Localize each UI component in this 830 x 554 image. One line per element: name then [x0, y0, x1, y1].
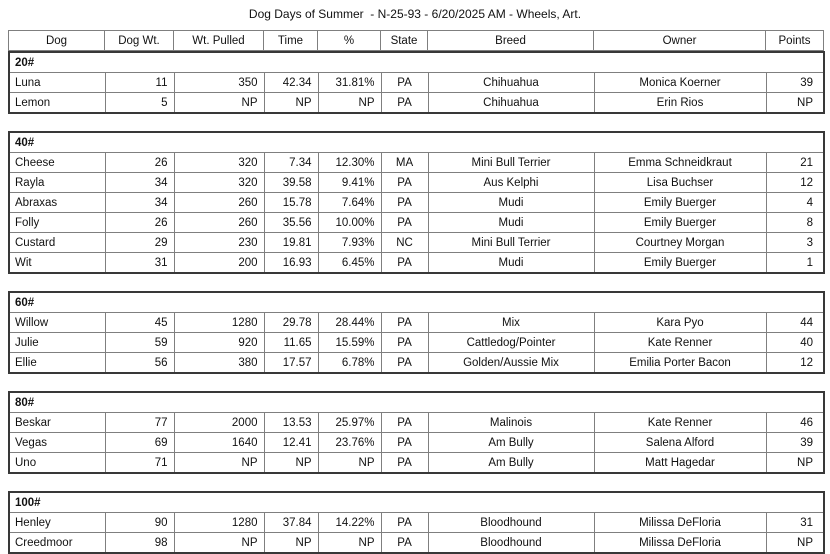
- cell-time: 11.65: [264, 333, 318, 353]
- cell-dog: Lemon: [9, 93, 105, 114]
- table-row: [9, 533, 824, 554]
- cell-wt-pulled: 380: [174, 353, 264, 374]
- cell-percent: 12.30%: [318, 153, 381, 173]
- cell-points: 39: [766, 73, 824, 93]
- cell-wt-pulled: 1280: [174, 513, 264, 533]
- cell-percent: 25.97%: [318, 413, 381, 433]
- cell-breed: Bloodhound: [428, 513, 594, 533]
- cell-points: 12: [766, 353, 824, 374]
- column-header-owner: Owner: [594, 31, 766, 51]
- cell-state: MA: [381, 153, 428, 173]
- cell-time: 17.57: [264, 353, 318, 374]
- cell-state: PA: [381, 213, 428, 233]
- cell-wt-pulled: 260: [174, 193, 264, 213]
- cell-points: 40: [766, 333, 824, 353]
- cell-breed: Aus Kelphi: [428, 173, 594, 193]
- cell-dog: Luna: [9, 73, 105, 93]
- column-header-row-inner: [9, 31, 824, 51]
- cell-time: 15.78: [264, 193, 318, 213]
- cell-state: PA: [381, 173, 428, 193]
- table-row: [9, 333, 824, 353]
- weight-class-label: 40#: [9, 132, 824, 153]
- cell-state: PA: [381, 453, 428, 474]
- table-row: [9, 433, 824, 453]
- cell-percent: 9.41%: [318, 173, 381, 193]
- weight-class-header-row: [9, 292, 824, 313]
- cell-owner: Emma Schneidkraut: [594, 153, 766, 173]
- cell-points: 3: [766, 233, 824, 253]
- cell-dog: Cheese: [9, 153, 105, 173]
- cell-dog-wt: 90: [105, 513, 174, 533]
- cell-wt-pulled: 260: [174, 213, 264, 233]
- cell-owner: Milissa DeFloria: [594, 533, 766, 554]
- cell-state: NC: [381, 233, 428, 253]
- cell-dog: Custard: [9, 233, 105, 253]
- cell-owner: Kate Renner: [594, 333, 766, 353]
- cell-breed: Chihuahua: [428, 93, 594, 114]
- table-row: [9, 93, 824, 114]
- cell-time: 7.34: [264, 153, 318, 173]
- cell-dog: Wit: [9, 253, 105, 274]
- cell-breed: Malinois: [428, 413, 594, 433]
- cell-wt-pulled: 230: [174, 233, 264, 253]
- cell-percent: NP: [318, 533, 381, 554]
- cell-state: PA: [381, 253, 428, 274]
- cell-dog: Creedmoor: [9, 533, 105, 554]
- cell-points: 44: [766, 313, 824, 333]
- cell-owner: Courtney Morgan: [594, 233, 766, 253]
- table-row: [9, 73, 824, 93]
- column-header-state: State: [381, 31, 428, 51]
- cell-time: NP: [264, 533, 318, 554]
- table-row: [9, 213, 824, 233]
- cell-points: NP: [766, 533, 824, 554]
- table-row: [9, 413, 824, 433]
- table-row: [9, 513, 824, 533]
- weight-class-label: 80#: [9, 392, 824, 413]
- cell-wt-pulled: 920: [174, 333, 264, 353]
- cell-points: 46: [766, 413, 824, 433]
- cell-time: 42.34: [264, 73, 318, 93]
- column-header-dog-wt: Dog Wt.: [105, 31, 174, 51]
- cell-points: 8: [766, 213, 824, 233]
- cell-percent: 10.00%: [318, 213, 381, 233]
- cell-dog-wt: 56: [105, 353, 174, 374]
- cell-time: 16.93: [264, 253, 318, 274]
- cell-breed: Golden/Aussie Mix: [428, 353, 594, 374]
- cell-dog-wt: 26: [105, 213, 174, 233]
- cell-breed: Mudi: [428, 213, 594, 233]
- cell-points: 21: [766, 153, 824, 173]
- table-row: [9, 173, 824, 193]
- cell-dog: Vegas: [9, 433, 105, 453]
- cell-state: PA: [381, 433, 428, 453]
- cell-dog-wt: 59: [105, 333, 174, 353]
- cell-dog-wt: 29: [105, 233, 174, 253]
- cell-percent: 7.93%: [318, 233, 381, 253]
- cell-state: PA: [381, 313, 428, 333]
- table-row: [9, 453, 824, 474]
- cell-time: NP: [264, 453, 318, 474]
- table-row: [9, 193, 824, 213]
- cell-wt-pulled: 350: [174, 73, 264, 93]
- cell-state: PA: [381, 513, 428, 533]
- cell-points: 12: [766, 173, 824, 193]
- cell-wt-pulled: 320: [174, 173, 264, 193]
- weight-class-header-row: [9, 492, 824, 513]
- cell-time: 13.53: [264, 413, 318, 433]
- cell-dog-wt: 71: [105, 453, 174, 474]
- cell-dog-wt: 69: [105, 433, 174, 453]
- cell-dog: Henley: [9, 513, 105, 533]
- cell-state: PA: [381, 333, 428, 353]
- cell-wt-pulled: 1280: [174, 313, 264, 333]
- column-header-wt-pulled: Wt. Pulled: [174, 31, 264, 51]
- cell-time: 35.56: [264, 213, 318, 233]
- weight-class-header-row: [9, 132, 824, 153]
- table-row: [9, 233, 824, 253]
- column-header-percent: %: [318, 31, 381, 51]
- cell-percent: 7.64%: [318, 193, 381, 213]
- cell-dog-wt: 11: [105, 73, 174, 93]
- cell-owner: Emily Buerger: [594, 213, 766, 233]
- cell-breed: Mini Bull Terrier: [428, 233, 594, 253]
- cell-dog-wt: 77: [105, 413, 174, 433]
- cell-percent: 6.45%: [318, 253, 381, 274]
- weight-class-header-row: [9, 52, 824, 73]
- cell-state: PA: [381, 353, 428, 374]
- cell-state: PA: [381, 533, 428, 554]
- cell-breed: Mix: [428, 313, 594, 333]
- weight-class-section-40: [8, 131, 825, 274]
- cell-owner: Kate Renner: [594, 413, 766, 433]
- cell-points: 39: [766, 433, 824, 453]
- weight-class-label: 60#: [9, 292, 824, 313]
- table-row: [9, 153, 824, 173]
- column-header-dog: Dog: [9, 31, 105, 51]
- weight-class-sections: [0, 51, 830, 554]
- weight-class-section-100: [8, 491, 825, 554]
- cell-dog-wt: 5: [105, 93, 174, 114]
- report-title: Dog Days of Summer - N-25-93 - 6/20/2025 AM - Wheels, Art.: [248, 7, 582, 21]
- cell-dog: Uno: [9, 453, 105, 474]
- cell-wt-pulled: 200: [174, 253, 264, 274]
- cell-dog-wt: 34: [105, 173, 174, 193]
- cell-state: PA: [381, 413, 428, 433]
- table-row: [9, 313, 824, 333]
- cell-dog: Beskar: [9, 413, 105, 433]
- cell-wt-pulled: NP: [174, 93, 264, 114]
- cell-owner: Salena Alford: [594, 433, 766, 453]
- weight-class-label: 100#: [9, 492, 824, 513]
- cell-time: 37.84: [264, 513, 318, 533]
- cell-dog: Folly: [9, 213, 105, 233]
- cell-breed: Cattledog/Pointer: [428, 333, 594, 353]
- weight-class-section-60: [8, 291, 825, 374]
- cell-points: 1: [766, 253, 824, 274]
- cell-owner: Matt Hagedar: [594, 453, 766, 474]
- cell-dog-wt: 26: [105, 153, 174, 173]
- cell-owner: Emilia Porter Bacon: [594, 353, 766, 374]
- cell-breed: Mudi: [428, 253, 594, 274]
- cell-breed: Am Bully: [428, 433, 594, 453]
- cell-time: 12.41: [264, 433, 318, 453]
- weight-class-label: 20#: [9, 52, 824, 73]
- cell-dog: Abraxas: [9, 193, 105, 213]
- cell-state: PA: [381, 193, 428, 213]
- column-header-time: Time: [264, 31, 318, 51]
- cell-owner: Milissa DeFloria: [594, 513, 766, 533]
- cell-time: 39.58: [264, 173, 318, 193]
- cell-breed: Mudi: [428, 193, 594, 213]
- cell-wt-pulled: 320: [174, 153, 264, 173]
- cell-percent: 6.78%: [318, 353, 381, 374]
- cell-wt-pulled: NP: [174, 453, 264, 474]
- cell-owner: Erin Rios: [594, 93, 766, 114]
- cell-dog: Julie: [9, 333, 105, 353]
- cell-dog-wt: 45: [105, 313, 174, 333]
- cell-dog-wt: 31: [105, 253, 174, 274]
- column-header-breed: Breed: [428, 31, 594, 51]
- table-row: [9, 353, 824, 374]
- cell-percent: 31.81%: [318, 73, 381, 93]
- cell-time: NP: [264, 93, 318, 114]
- weight-class-header-row: [9, 392, 824, 413]
- cell-time: 29.78: [264, 313, 318, 333]
- cell-points: NP: [766, 93, 824, 114]
- cell-owner: Monica Koerner: [594, 73, 766, 93]
- cell-wt-pulled: 2000: [174, 413, 264, 433]
- cell-state: PA: [381, 93, 428, 114]
- cell-owner: Lisa Buchser: [594, 173, 766, 193]
- cell-percent: 15.59%: [318, 333, 381, 353]
- cell-points: 31: [766, 513, 824, 533]
- cell-wt-pulled: NP: [174, 533, 264, 554]
- cell-breed: Chihuahua: [428, 73, 594, 93]
- cell-dog-wt: 34: [105, 193, 174, 213]
- column-header-points: Points: [766, 31, 824, 51]
- cell-dog: Ellie: [9, 353, 105, 374]
- cell-points: 4: [766, 193, 824, 213]
- weight-class-section-80: [8, 391, 825, 474]
- cell-owner: Emily Buerger: [594, 193, 766, 213]
- column-header-row: [8, 30, 824, 51]
- cell-percent: 23.76%: [318, 433, 381, 453]
- cell-breed: Bloodhound: [428, 533, 594, 554]
- cell-percent: 14.22%: [318, 513, 381, 533]
- cell-percent: 28.44%: [318, 313, 381, 333]
- weight-class-section-20: [8, 51, 825, 114]
- cell-dog-wt: 98: [105, 533, 174, 554]
- cell-breed: Am Bully: [428, 453, 594, 474]
- cell-dog: Rayla: [9, 173, 105, 193]
- cell-breed: Mini Bull Terrier: [428, 153, 594, 173]
- cell-time: 19.81: [264, 233, 318, 253]
- cell-owner: Kara Pyo: [594, 313, 766, 333]
- cell-dog: Willow: [9, 313, 105, 333]
- cell-percent: NP: [318, 453, 381, 474]
- cell-state: PA: [381, 73, 428, 93]
- cell-owner: Emily Buerger: [594, 253, 766, 274]
- cell-points: NP: [766, 453, 824, 474]
- cell-wt-pulled: 1640: [174, 433, 264, 453]
- cell-percent: NP: [318, 93, 381, 114]
- table-row: [9, 253, 824, 274]
